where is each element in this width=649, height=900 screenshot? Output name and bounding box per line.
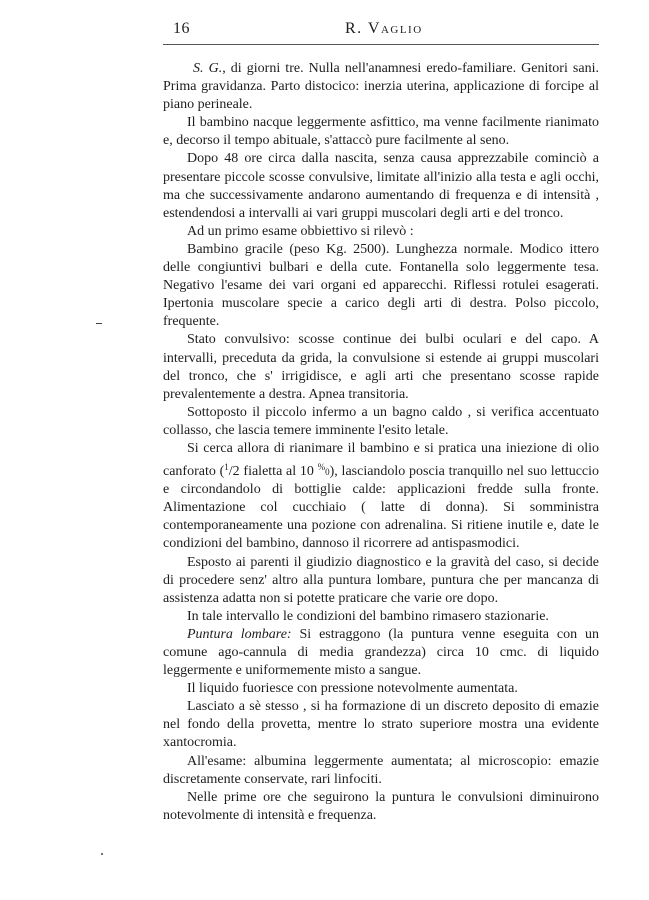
paragraph-13: Lasciato a sè stesso , si ha formazione di un discreto deposito di emazie nel fondo della provetta, mentre lo strato superiore mostra una evidente xantocromia.: [163, 699, 599, 751]
paragraph-11-text: Si estraggono (la puntura venne eseguita con un comune ago-cannula di media grandezza) circa 10 cmc. di liquido leggermente e uniformemente misto a sangue.: [163, 626, 599, 679]
paragraph-8-text-c: ), lasciandolo poscia tranquillo nel suo lettuccio e circondandolo di bottiglie calde: applicazioni fredde sulla fronte. Alimentazione col cucchiaio ( latte di donna). Si somministra contemporaneamente una pozione con adrenalina. Si ritiene inutile e, date le condizioni del bambino, dannoso il ricorrere ad antispasmodici.: [163, 464, 600, 552]
paragraph-15: Nelle prime ore che seguirono la puntura le convulsioni diminuirono notevolmente di intensità e frequenza.: [163, 789, 599, 823]
paragraph-9: Esposto ai parenti il giudizio diagnostico e la gravità del caso, si decide di procedere senz' altro alla puntura lombare, puntura che per mancanza di assistenza adatta non si potette praticare che varie ore dopo.: [163, 554, 599, 606]
percent-sign: %: [317, 462, 326, 473]
paragraph-5: Bambino gracile (peso Kg. 2500). Lunghezza normale. Modico ittero delle congiuntivi bulbari e della cute. Fontanella solo leggermente tesa. Negativo l'esame dei vari organi ed apparecchi. Riflessi rotulei esagerati. Ipertonia muscolare specie a carico degli arti di destra. Polso piccolo, frequente.: [163, 241, 599, 330]
fraction-denominator: /2: [228, 464, 240, 480]
patient-initials: S. G.: [193, 61, 223, 76]
running-head: R. Vaglio: [345, 20, 423, 37]
dust-speck: [101, 853, 103, 855]
page-header: [163, 20, 599, 46]
page-number: 16: [173, 20, 190, 37]
paragraph-2: Il bambino nacque leggermente asfittico, ma venne facilmente rianimato e, decorso il tempo abituale, s'attaccò pure facilmente al seno.: [163, 115, 599, 149]
paragraph-1-text: , di giorni tre. Nulla nell'anamnesi eredo-familiare. Genitori sani. Prima gravidanza. Parto distocico: inerzia uterina, applicazione di forcipe al piano perineale.: [163, 61, 599, 113]
paragraph-8: [163, 440, 599, 554]
section-lead-puntura: Puntura lombare:: [187, 626, 292, 642]
body-text: [163, 60, 599, 825]
paragraph-12: Il liquido fuoriesce con pressione notevolmente aumentata.: [187, 681, 518, 697]
paragraph-3: Dopo 48 ore circa dalla nascita, senza causa apprezzabile cominciò a presentare piccole scosse convulsive, limitate all'inizio alla testa e agli occhi, ma che successivamente andarono aumentando di frequenza e di intensità , estendendosi a intervalli ai vari gruppi muscolari degli arti e del tronco.: [163, 151, 599, 221]
margin-mark: [96, 323, 102, 324]
paragraph-4: Ad un primo esame obbiettivo si rilevò :: [187, 223, 414, 239]
paragraph-7: Sottoposto il piccolo infermo a un bagno caldo , si verifica accentuato collasso, che lascia temere imminente l'esito letale.: [163, 404, 599, 438]
paragraph-8-text-b: fialetta al 10: [239, 464, 318, 480]
paragraph-10: In tale intervallo le condizioni del bambino rimasero stazionarie.: [187, 608, 549, 624]
fraction-numerator: 1: [224, 462, 229, 473]
paragraph-8-text-a: Si cerca allora di rianimare il bambino e si pratica una iniezione di olio canforato (: [163, 440, 599, 480]
percent-subscript: 0: [325, 467, 330, 478]
paragraph-14: All'esame: albumina leggermente aumentata; al microscopio: emazie discretamente conservate, rari linfociti.: [163, 753, 599, 787]
paragraph-11: [163, 626, 599, 680]
header-rule: [163, 44, 599, 45]
paragraph-1: [163, 60, 599, 114]
paragraph-6: Stato convulsivo: scosse continue dei bulbi oculari e del capo. A intervalli, preceduta da grida, la convulsione si estende ai gruppi muscolari del tronco, che s' irrigidisce, e agli arti che presentano scosse rapide prevalentemente a destra. Apnea transitoria.: [163, 332, 599, 402]
